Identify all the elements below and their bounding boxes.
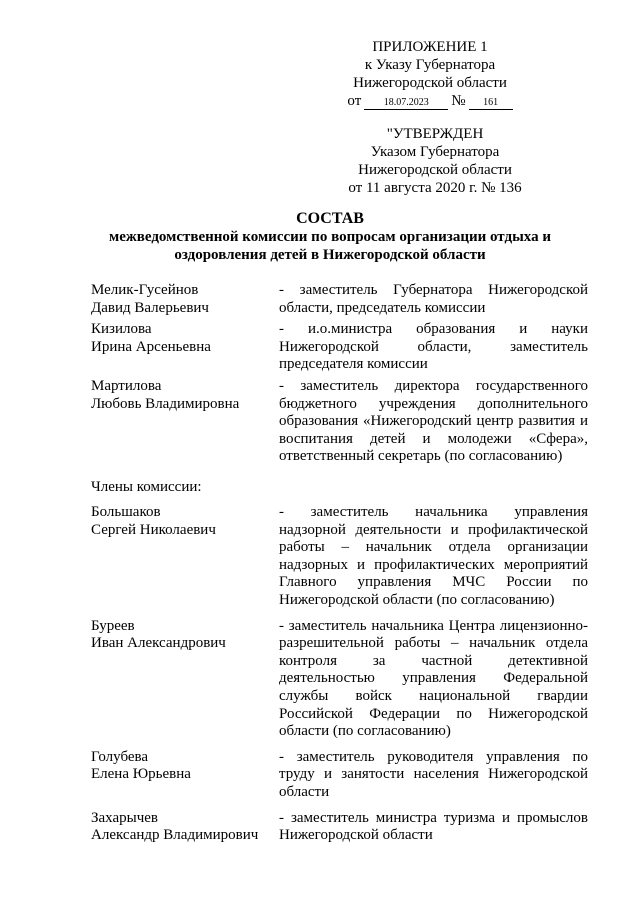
document-heading: [90, 210, 570, 264]
members-section-label: Члены комиссии:: [91, 479, 202, 495]
leaders-list: [91, 282, 588, 466]
member-name: [91, 749, 279, 802]
appendix-date-line: [330, 92, 530, 110]
member-role: - заместитель руководителя управления по труду и занятости населения Нижегородской области: [279, 748, 588, 800]
date-field: [364, 96, 448, 110]
member-role: - заместитель начальника управления надзорной деятельности и профилактической работы – начальник отдела организации надзорных и профилактических мероприятий Главного управления МЧС России по Нижегородской области (по согласованию): [279, 504, 588, 608]
member-given-names: Иван Александрович: [91, 635, 226, 652]
member-role: - заместитель директора государственного бюджетного учреждения дополнительного образования «Нижегородский центр развития и воспитания детей и молодежи «Сфера», ответственный секретарь (по согласованию): [279, 377, 588, 465]
member-row: [91, 618, 588, 741]
member-given-names: Давид Валерьевич: [91, 299, 209, 316]
heading-line-2: оздоровления детей в Нижегородской области: [174, 247, 486, 263]
member-row: [91, 810, 588, 845]
approved-title: "УТВЕРЖДЕН: [386, 126, 484, 142]
member-surname: Большаков: [91, 504, 161, 520]
member-row: [91, 378, 588, 466]
member-role: - заместитель министра туризма и промыслов Нижегородской области: [279, 809, 588, 844]
members-list: [91, 504, 588, 845]
member-role: - заместитель Губернатора Нижегородской области, председатель комиссии: [279, 282, 588, 316]
member-name: [91, 810, 279, 845]
member-given-names: Елена Юрьевна: [91, 766, 191, 783]
from-label: от: [347, 93, 362, 109]
member-surname: Мартилова: [91, 377, 162, 394]
member-row: [91, 504, 588, 610]
member-role: - заместитель начальника Центра лицензионно-разрешительной работы – начальник отдела контроля за частной детективной деятельностью управления Федеральной службы войск национальной гвардии Российской Федерации по Нижегородской области (по согласованию): [279, 617, 588, 740]
member-name: [91, 378, 279, 466]
member-row: [91, 749, 588, 802]
date-value: 18.07.2023: [383, 97, 429, 108]
member-name: [91, 282, 279, 317]
member-name: [91, 618, 279, 741]
member-row: [91, 282, 588, 317]
approved-region: Нижегородской области: [358, 162, 512, 178]
member-surname: Кизилова: [91, 321, 152, 338]
number-field: [469, 96, 513, 110]
member-given-names: Сергей Николаевич: [91, 521, 216, 538]
number-label: №: [451, 93, 466, 109]
appendix-region: Нижегородской области: [353, 75, 507, 91]
member-surname: Мелик-Гусейнов: [91, 282, 199, 298]
appendix-block: [330, 38, 530, 110]
member-row: [91, 321, 588, 374]
member-role: - и.о.министра образования и науки Нижегородской области, заместитель председателя комиссии: [279, 321, 588, 373]
member-surname: Захарычев: [91, 809, 158, 826]
member-name: [91, 321, 279, 374]
appendix-decree-ref: к Указу Губернатора: [364, 57, 496, 73]
member-surname: Голубева: [91, 748, 149, 765]
number-value: 161: [483, 97, 499, 108]
approved-block: [320, 125, 550, 197]
approved-date: от 11 августа 2020 г. № 136: [348, 180, 522, 196]
member-given-names: Александр Владимирович: [91, 827, 259, 844]
member-name: [91, 504, 279, 610]
member-given-names: Ирина Арсеньевна: [91, 338, 211, 355]
member-surname: Буреев: [91, 617, 135, 634]
appendix-title: ПРИЛОЖЕНИЕ 1: [372, 39, 488, 55]
heading-title: СОСТАВ: [296, 210, 364, 227]
heading-line-1: межведомственной комиссии по вопросам организации отдыха и: [109, 229, 551, 245]
member-given-names: Любовь Владимировна: [91, 395, 240, 412]
approved-decree: Указом Губернатора: [370, 144, 500, 160]
